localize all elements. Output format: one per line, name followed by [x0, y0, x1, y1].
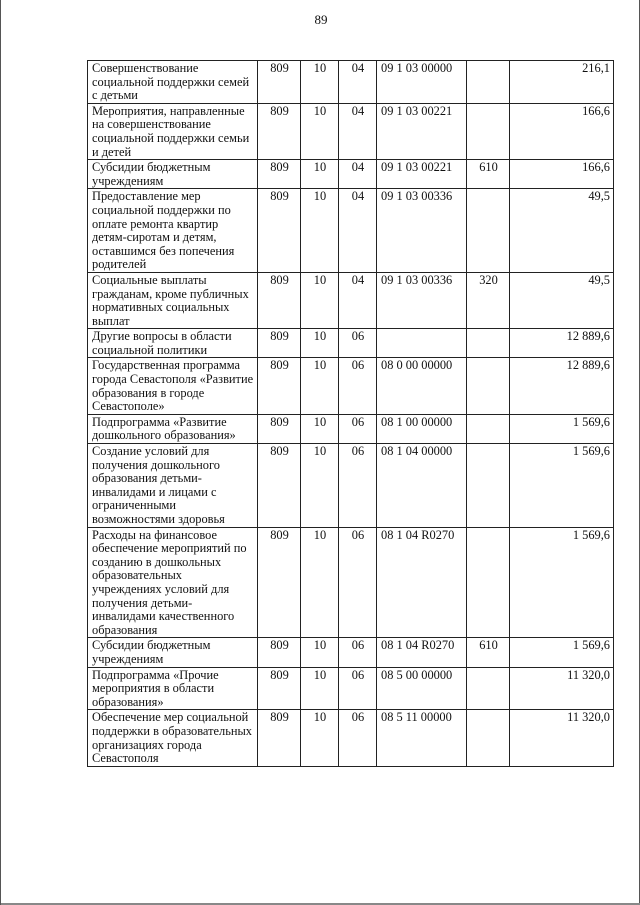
row-amount-cell: 11 320,0	[510, 667, 614, 710]
row-subsection-cell: 04	[339, 103, 377, 159]
row-ved-cell: 809	[258, 358, 301, 414]
row-expense-type-cell: 610	[467, 160, 510, 189]
row-name-cell: Совершенствование социальной поддержки семей с детьми	[88, 61, 258, 104]
row-expense-type-cell: 610	[467, 638, 510, 667]
row-name-cell: Мероприятия, направленные на совершенствование социальной поддержки семьи и детей	[88, 103, 258, 159]
table-row	[88, 160, 614, 189]
row-amount-cell: 166,6	[510, 160, 614, 189]
row-target-article-cell: 08 1 04 R0270	[377, 527, 467, 638]
row-expense-type-cell	[467, 189, 510, 273]
row-target-article-cell: 09 1 03 00336	[377, 189, 467, 273]
row-expense-type-cell	[467, 414, 510, 443]
row-ved-cell: 809	[258, 329, 301, 358]
row-ved-cell: 809	[258, 444, 301, 528]
row-ved-cell: 809	[258, 272, 301, 328]
budget-table	[87, 60, 614, 767]
row-subsection-cell: 06	[339, 358, 377, 414]
row-subsection-cell: 04	[339, 189, 377, 273]
row-name-cell: Другие вопросы в области социальной политики	[88, 329, 258, 358]
row-expense-type-cell	[467, 527, 510, 638]
row-name-cell: Расходы на финансовое обеспечение мероприятий по созданию в дошкольных образовательных учреждениях условий для получения детьми-инвалидами качественного образования	[88, 527, 258, 638]
row-amount-cell: 1 569,6	[510, 444, 614, 528]
row-amount-cell: 11 320,0	[510, 710, 614, 766]
row-subsection-cell: 06	[339, 638, 377, 667]
row-expense-type-cell	[467, 444, 510, 528]
row-name-cell: Подпрограмма «Прочие мероприятия в области образования»	[88, 667, 258, 710]
row-ved-cell: 809	[258, 638, 301, 667]
table-row	[88, 358, 614, 414]
row-name-cell: Государственная программа города Севастополя «Развитие образования в городе Севастополе»	[88, 358, 258, 414]
table-row	[88, 272, 614, 328]
table-row	[88, 638, 614, 667]
table-row	[88, 414, 614, 443]
row-amount-cell: 1 569,6	[510, 638, 614, 667]
table-body	[88, 61, 614, 767]
row-name-cell: Обеспечение мер социальной поддержки в образовательных организациях города Севастополя	[88, 710, 258, 766]
row-section-cell: 10	[301, 414, 339, 443]
row-section-cell: 10	[301, 329, 339, 358]
row-target-article-cell: 08 1 04 00000	[377, 444, 467, 528]
row-section-cell: 10	[301, 710, 339, 766]
row-subsection-cell: 04	[339, 160, 377, 189]
table-row	[88, 667, 614, 710]
page-number: 89	[314, 12, 328, 27]
row-ved-cell: 809	[258, 414, 301, 443]
row-name-cell: Предоставление мер социальной поддержки по оплате ремонта квартир детям-сиротам и детям, оставшимся без попечения родителей	[88, 189, 258, 273]
row-ved-cell: 809	[258, 61, 301, 104]
row-target-article-cell: 08 0 00 00000	[377, 358, 467, 414]
table-row	[88, 189, 614, 273]
row-target-article-cell	[377, 329, 467, 358]
row-name-cell: Подпрограмма «Развитие дошкольного образования»	[88, 414, 258, 443]
row-ved-cell: 809	[258, 710, 301, 766]
row-subsection-cell: 06	[339, 444, 377, 528]
row-ved-cell: 809	[258, 189, 301, 273]
row-target-article-cell: 09 1 03 00336	[377, 272, 467, 328]
row-subsection-cell: 06	[339, 527, 377, 638]
row-target-article-cell: 09 1 03 00221	[377, 103, 467, 159]
row-amount-cell: 49,5	[510, 272, 614, 328]
row-name-cell: Социальные выплаты гражданам, кроме публичных нормативных социальных выплат	[88, 272, 258, 328]
table-row	[88, 329, 614, 358]
row-subsection-cell: 04	[339, 61, 377, 104]
row-section-cell: 10	[301, 527, 339, 638]
row-section-cell: 10	[301, 61, 339, 104]
row-section-cell: 10	[301, 358, 339, 414]
row-section-cell: 10	[301, 444, 339, 528]
row-section-cell: 10	[301, 272, 339, 328]
row-expense-type-cell	[467, 358, 510, 414]
row-section-cell: 10	[301, 667, 339, 710]
row-target-article-cell: 08 5 11 00000	[377, 710, 467, 766]
row-expense-type-cell	[467, 103, 510, 159]
row-subsection-cell: 06	[339, 329, 377, 358]
row-section-cell: 10	[301, 160, 339, 189]
row-expense-type-cell	[467, 710, 510, 766]
row-amount-cell: 12 889,6	[510, 329, 614, 358]
row-amount-cell: 49,5	[510, 189, 614, 273]
row-subsection-cell: 04	[339, 272, 377, 328]
row-section-cell: 10	[301, 189, 339, 273]
table-row	[88, 444, 614, 528]
row-section-cell: 10	[301, 103, 339, 159]
row-amount-cell: 1 569,6	[510, 527, 614, 638]
row-target-article-cell: 09 1 03 00221	[377, 160, 467, 189]
row-section-cell: 10	[301, 638, 339, 667]
row-subsection-cell: 06	[339, 414, 377, 443]
table-row	[88, 103, 614, 159]
row-name-cell: Субсидии бюджетным учреждениям	[88, 160, 258, 189]
row-expense-type-cell	[467, 667, 510, 710]
row-name-cell: Субсидии бюджетным учреждениям	[88, 638, 258, 667]
row-subsection-cell: 06	[339, 710, 377, 766]
row-target-article-cell: 08 1 00 00000	[377, 414, 467, 443]
row-expense-type-cell: 320	[467, 272, 510, 328]
row-ved-cell: 809	[258, 103, 301, 159]
table-row	[88, 61, 614, 104]
row-subsection-cell: 06	[339, 667, 377, 710]
row-target-article-cell: 08 1 04 R0270	[377, 638, 467, 667]
row-amount-cell: 166,6	[510, 103, 614, 159]
row-expense-type-cell	[467, 329, 510, 358]
row-target-article-cell: 08 5 00 00000	[377, 667, 467, 710]
row-ved-cell: 809	[258, 160, 301, 189]
row-amount-cell: 216,1	[510, 61, 614, 104]
row-expense-type-cell	[467, 61, 510, 104]
row-ved-cell: 809	[258, 667, 301, 710]
table-row	[88, 710, 614, 766]
row-amount-cell: 1 569,6	[510, 414, 614, 443]
row-ved-cell: 809	[258, 527, 301, 638]
table-row	[88, 527, 614, 638]
row-target-article-cell: 09 1 03 00000	[377, 61, 467, 104]
row-name-cell: Создание условий для получения дошкольного образования детьми-инвалидами и лицами с ограниченными возможностями здоровья	[88, 444, 258, 528]
row-amount-cell: 12 889,6	[510, 358, 614, 414]
